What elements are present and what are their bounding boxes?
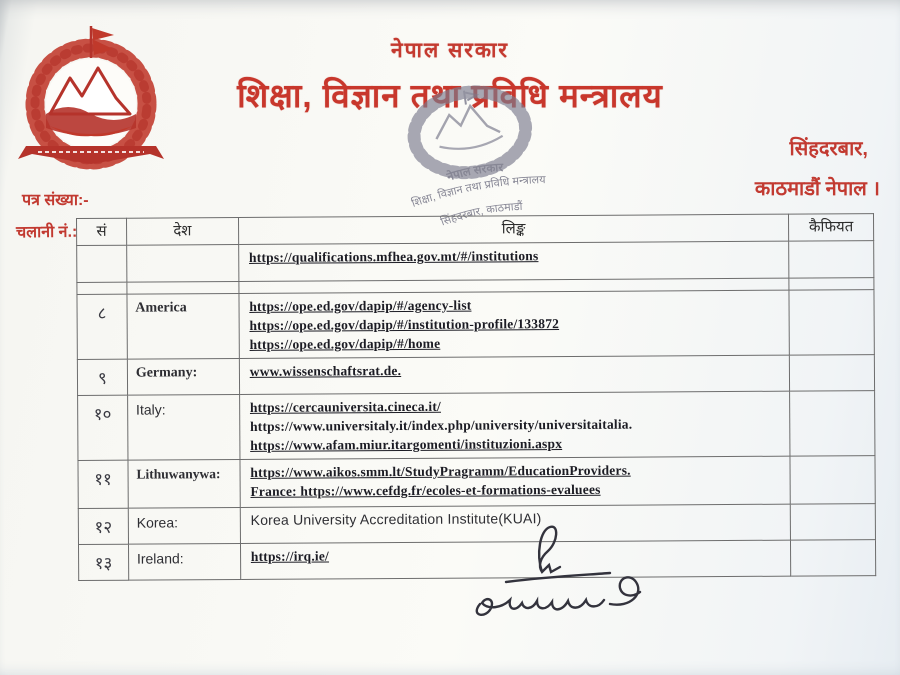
table-row — [78, 456, 875, 509]
government-title: नेपाल सरकार — [390, 39, 510, 62]
sn-cell: १२ — [78, 508, 128, 544]
sn-cell: १३ — [78, 544, 128, 580]
link-cell — [240, 456, 791, 507]
column-header-sn: सं — [77, 218, 127, 245]
remark-cell — [789, 241, 874, 279]
link-cell — [239, 355, 790, 394]
signature — [458, 520, 658, 620]
table-row — [78, 391, 875, 461]
banner-ribbon — [18, 146, 164, 164]
link-cell — [238, 241, 789, 281]
remark-cell — [789, 355, 874, 392]
remark-cell — [790, 391, 875, 457]
stamp-arc-1: नेपाल सरकार — [445, 162, 504, 184]
remark-cell — [790, 504, 875, 541]
dispatch-number-label: चलानी नं.: — [15, 223, 78, 242]
column-header-remark: कैफियत — [789, 214, 874, 242]
link-text: https://www.universitaly.it/index.php/university/universitaitalia. — [250, 416, 633, 435]
link-text: https://www.aikos.smm.lt/StudyPragramm/EducationProviders. — [250, 462, 631, 480]
country-cell: America — [127, 294, 239, 360]
country-cell: Italy: — [127, 395, 239, 461]
sn-cell: १० — [78, 395, 128, 460]
link-text: www.wissenschaftsrat.de. — [249, 363, 402, 379]
sn-cell: ९ — [77, 359, 127, 395]
country-cell — [127, 245, 239, 283]
link-text: France: https://www.cefdg.fr/ecoles-et-formations-evaluees — [250, 481, 601, 500]
remark-cell — [790, 456, 875, 505]
link-text: https://ope.ed.gov/dapip/#/agency-list — [249, 297, 472, 314]
sn-cell: ८ — [77, 294, 127, 359]
link-text: https://www.afam.miur.itargomenti/instituzioni.aspx — [250, 436, 563, 454]
ministry-title: शिक्षा, विज्ञान तथा प्रविधि मन्त्रालय — [237, 77, 663, 114]
table-row — [77, 355, 874, 396]
link-cell — [239, 290, 790, 358]
letter-number-label: पत्र संख्या:- — [22, 192, 89, 209]
link-text: https://cercauniversita.cineca.it/ — [249, 398, 441, 415]
link-text: https://ope.ed.gov/dapip/#/home — [249, 336, 441, 353]
country-cell — [127, 282, 239, 295]
column-header-country: देश — [126, 218, 238, 246]
country-cell: Germany: — [127, 359, 239, 396]
stamp-arc-2: शिक्षा, विज्ञान तथा प्रविधि मन्त्रालय — [410, 174, 546, 210]
country-cell: Ireland: — [128, 544, 240, 581]
link-text: Korea University Accreditation Institute(KUAI) — [250, 510, 542, 528]
column-header-link: लिङ्क — [238, 214, 788, 244]
remark-cell — [789, 278, 874, 291]
address-line-2: काठमाडौं नेपाल । — [754, 178, 880, 200]
stamp-arc-3: सिंहदरबार, काठमाडौं — [439, 200, 523, 229]
remark-cell — [791, 540, 876, 577]
sn-cell — [77, 245, 127, 282]
link-text: https://qualifications.mfhea.gov.mt/#/institutions — [248, 248, 539, 265]
country-cell: Lithuwanywa: — [128, 460, 240, 509]
link-text: https://irq.ie/ — [250, 548, 330, 564]
table-row — [77, 241, 874, 283]
sn-cell — [77, 282, 127, 294]
sn-cell: ११ — [78, 460, 128, 508]
address-line-1: सिंहदरबार, — [789, 138, 868, 160]
link-cell — [239, 391, 790, 459]
country-cell: Korea: — [128, 508, 240, 545]
table-row — [77, 290, 874, 360]
link-text: https://ope.ed.gov/dapip/#/institution-profile/133872 — [249, 316, 560, 334]
remark-cell — [789, 290, 874, 356]
